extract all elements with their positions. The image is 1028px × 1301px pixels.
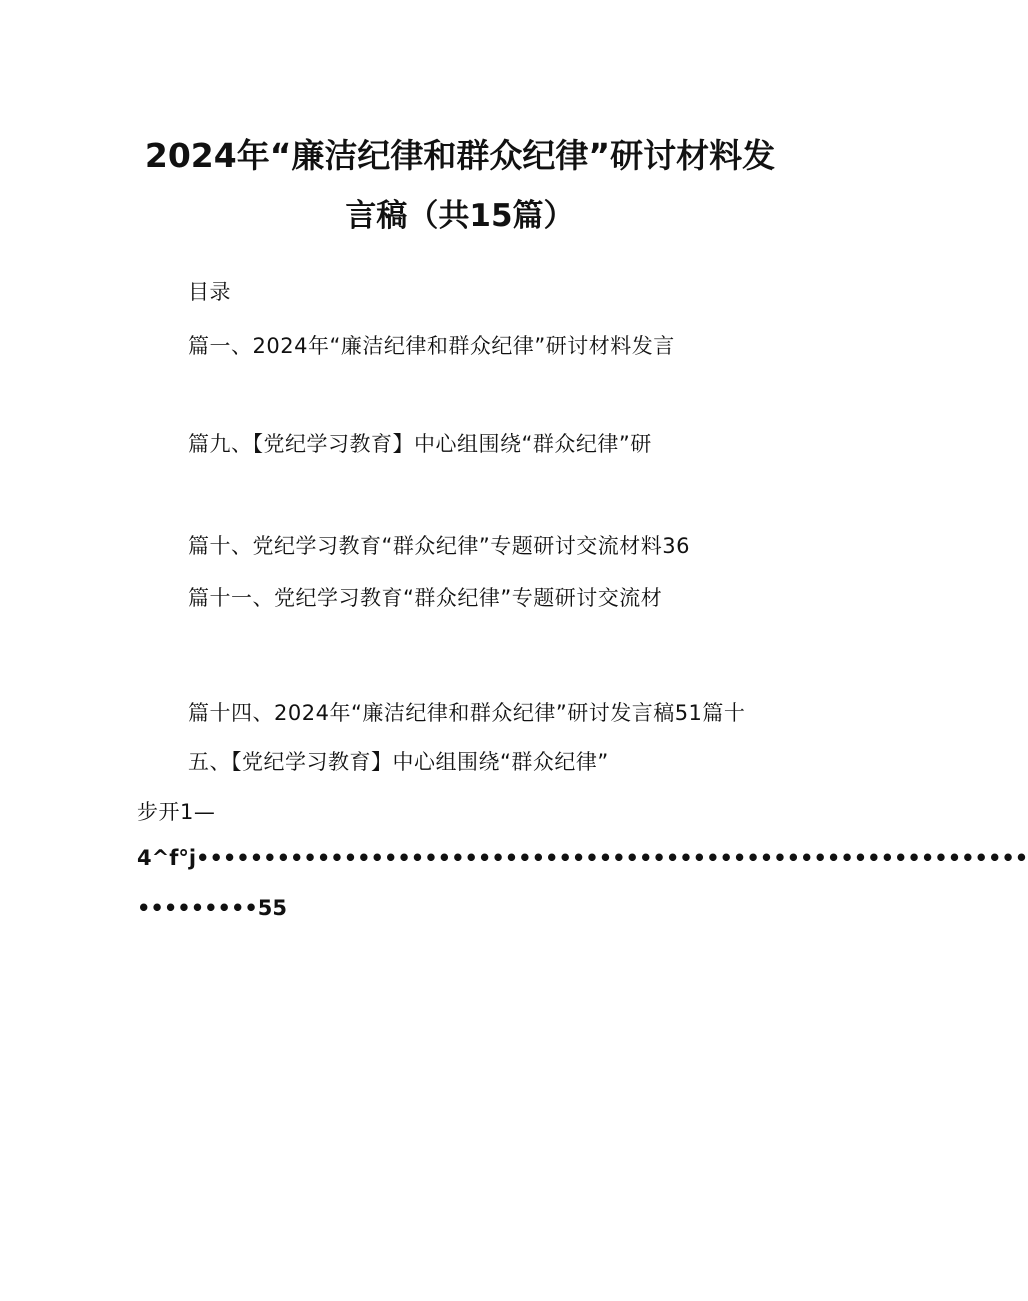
toc-item-14: 篇十四、2024年“廉洁纪律和群众纪律”研讨发言稿51篇十 — [188, 701, 746, 725]
title-line-1: 2024年“廉洁纪律和群众纪律”研讨材料发 — [144, 136, 776, 175]
toc-item-1: 篇一、2024年“廉洁纪律和群众纪律”研讨材料发言 — [188, 334, 675, 358]
toc-leader-line-1: 4^f°j•••••••••••••••••••••••••••••••••••••••••••••••••••••••••••••• — [137, 846, 1028, 870]
toc-item-11: 篇十一、党纪学习教育“群众纪律”专题研讨交流材 — [188, 586, 663, 610]
toc-item-10: 篇十、党纪学习教育“群众纪律”专题研讨交流材料36 — [188, 534, 690, 558]
toc-heading: 目录 — [188, 280, 231, 304]
toc-item-9: 篇九、【党纪学习教育】中心组围绕“群众纪律”研 — [188, 432, 652, 456]
title-line-2: 言稿（共15篇） — [345, 198, 575, 234]
toc-item-15: 五、【党纪学习教育】中心组围绕“群众纪律” — [188, 750, 609, 774]
toc-leader-line-2: •••••••••55 — [137, 896, 288, 920]
toc-fragment-1: 步开1— — [137, 800, 216, 824]
